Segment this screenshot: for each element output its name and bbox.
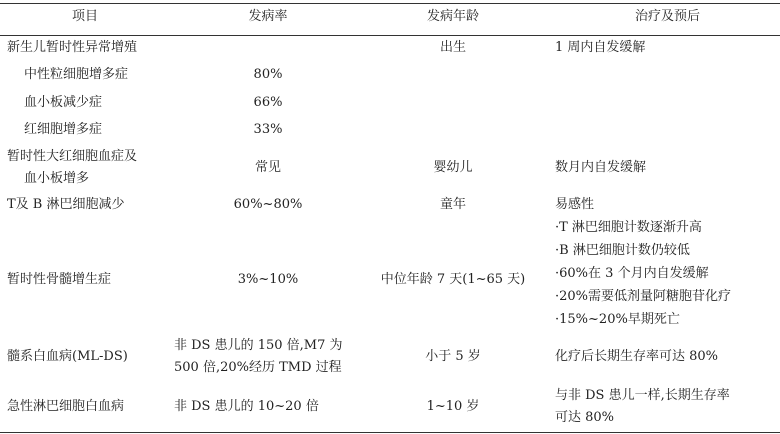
row-age: 中位年龄 7 天(1~65 天) <box>380 272 526 287</box>
row-age: 童年 <box>439 197 466 212</box>
row-rate: 非 DS 患儿的 150 倍,M7 为 <box>174 338 343 353</box>
row-item: 暂时性大红细胞血症及 <box>7 149 138 164</box>
list-item: ·15%~20%早期死亡 <box>555 312 680 327</box>
row-item: 急性淋巴细胞白血病 <box>7 399 125 414</box>
row-item: T及 B 淋巴细胞减少 <box>7 197 125 212</box>
list-item: ·T 淋巴细胞计数逐渐升高 <box>555 220 702 235</box>
row-rate: 3%~10% <box>237 272 299 287</box>
row-outcome: 化疗后长期生存率可达 80% <box>555 349 719 364</box>
row-rate: 常见 <box>254 160 281 175</box>
row-rate: 66% <box>253 95 283 110</box>
table-bottom-rule <box>0 432 780 433</box>
list-item: ·60%在 3 个月内自发缓解 <box>555 266 709 281</box>
row-age: 出生 <box>439 40 466 55</box>
row-outcome: 数月内自发缓解 <box>555 160 647 175</box>
row-rate-line2: 500 倍,20%经历 TMD 过程 <box>174 360 342 375</box>
row-item: 血小板减少症 <box>24 95 103 110</box>
row-item: 暂时性骨髓增生症 <box>7 272 112 287</box>
row-outcome: 易感性 <box>555 197 595 212</box>
header-age: 发病年龄 <box>426 9 479 24</box>
row-rate: 33% <box>253 122 283 137</box>
row-age: 婴幼儿 <box>433 160 473 175</box>
row-age: 小于 5 岁 <box>425 349 481 364</box>
row-item: 髓系白血病(ML-DS) <box>7 349 128 364</box>
header-rule <box>0 35 780 36</box>
row-rate: 60%~80% <box>233 197 303 212</box>
row-item: 中性粒细胞增多症 <box>24 67 129 82</box>
header-outcome: 治疗及预后 <box>634 9 700 24</box>
list-item: ·B 淋巴细胞计数仍较低 <box>555 243 690 258</box>
row-item: 红细胞增多症 <box>24 122 103 137</box>
row-item-line2: 血小板增多 <box>24 171 90 186</box>
row-rate: 非 DS 患儿的 10~20 倍 <box>174 399 319 414</box>
row-rate: 80% <box>253 67 283 82</box>
row-item: 新生儿暂时性异常增殖 <box>7 40 138 55</box>
header-rate: 发病率 <box>248 9 288 24</box>
row-age: 1~10 岁 <box>426 399 480 414</box>
list-item: ·20%需要低剂量阿糖胞苷化疗 <box>555 289 732 304</box>
row-outcome-line2: 可达 80% <box>555 410 615 425</box>
row-outcome: 1 周内自发缓解 <box>555 40 646 55</box>
row-outcome: 与非 DS 患儿一样,长期生存率 <box>555 388 730 403</box>
header-item: 项目 <box>71 9 98 24</box>
table-top-rule <box>0 3 780 4</box>
